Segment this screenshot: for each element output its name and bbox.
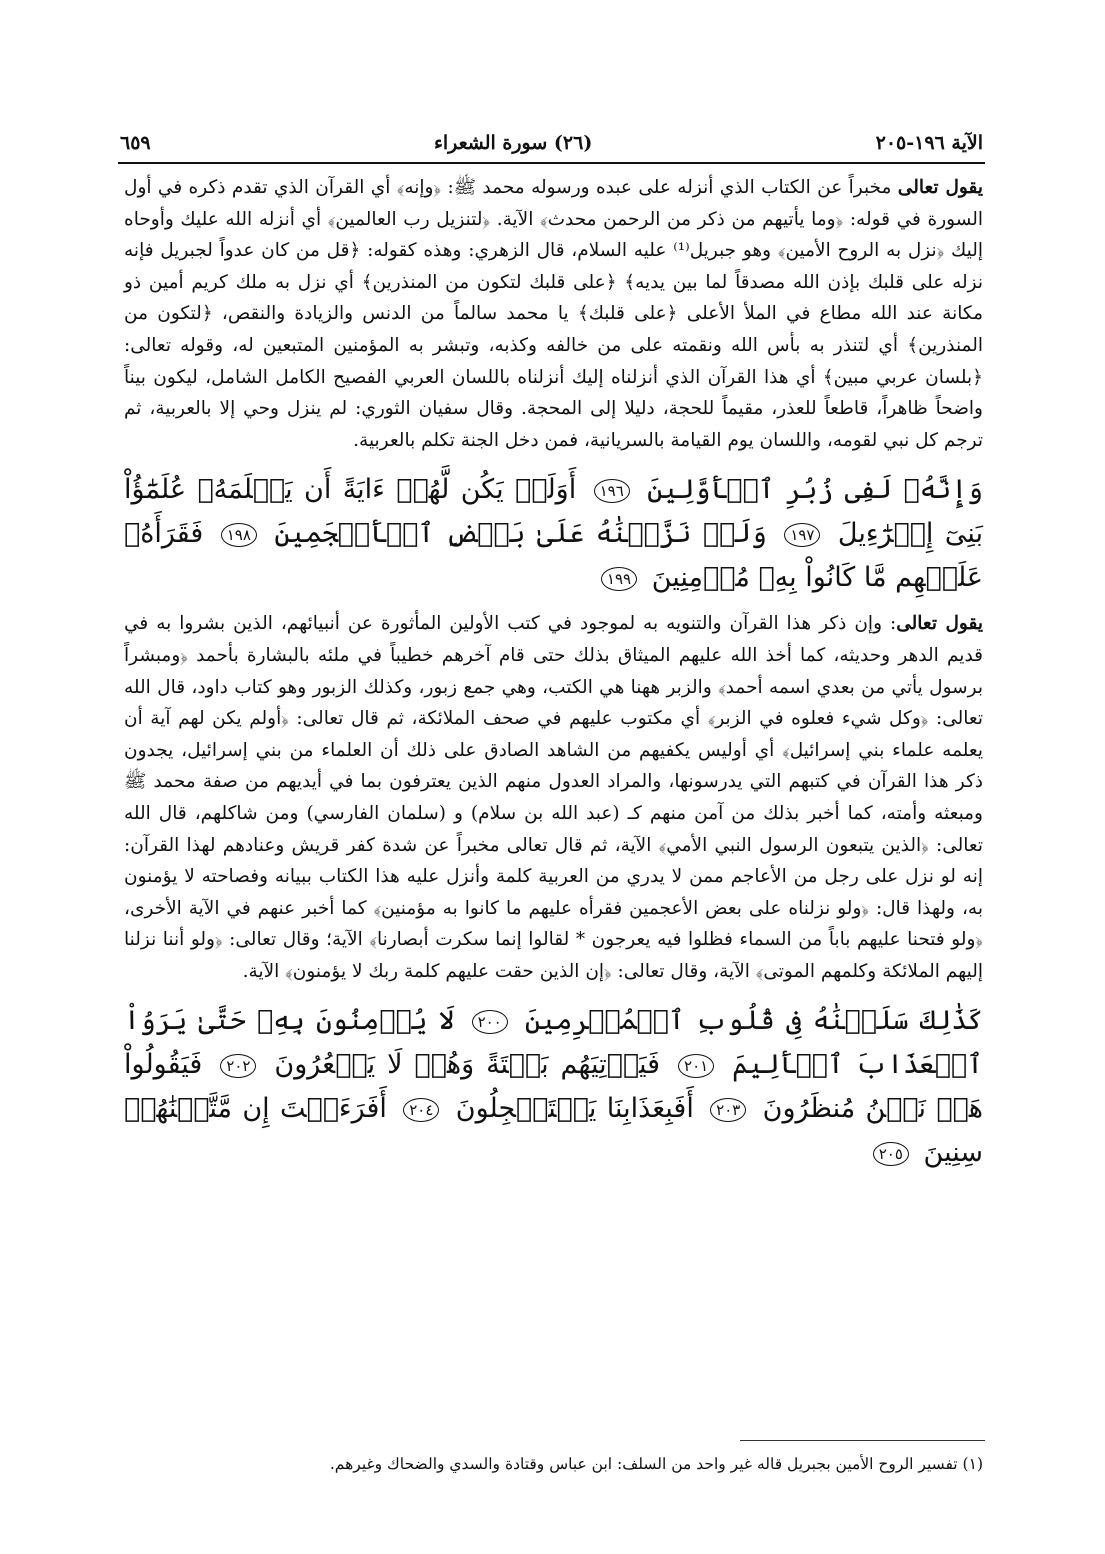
verse-number-marker: ١٩٦: [594, 479, 630, 503]
verse-number-marker: ١٩٩: [601, 567, 637, 591]
surah-title: (٢٦) سورة الشعراء: [433, 132, 593, 154]
verse-range: الآية ١٩٦-٢٠٥: [875, 132, 983, 154]
paragraph-lead: يقول تعالى: [897, 177, 983, 198]
quran-verses-block-1: [124, 468, 983, 600]
verse-number-marker: ٢٠١: [678, 1054, 714, 1078]
verse-text: وَلَوۡ نَزَّلۡنَٰهُ عَلَىٰ بَعۡضِ ٱلۡأَعۡجَمِينَ: [274, 518, 767, 550]
paragraph-text: مخبراً عن الكتاب الذي أنزله على عبده ورسوله محمد ﷺ: ﴿وإنه﴾ أي القرآن الذي تقدم ذكره في أول السورة في قوله: ﴿وما يأتيهم من ذكر من الرحمن محدث﴾ الآية. ﴿لتنزيل رب العالمين﴾ أي أنزله الله عليك وأوحاه إليك ﴿نزل به الروح الأمين﴾ وهو جبريل⁽¹⁾ عليه السلام، قال الزهري: وهذه كقوله: ﴿قل من كان عدواً لجبريل فإنه نزله على قلبك بإذن الله مصدقاً لما بين يديه﴾ ﴿على قلبك لتكون من المنذرين﴾ أي نزل به ملك كريم أمين ذو مكانة عند الله مطاع في الملأ الأعلى ﴿على قلبك﴾ يا محمد سالماً من الدنس والزيادة والنقص، ﴿لتكون من المنذرين﴾ أي لتنذر به بأس الله ونقمته على من خالفه وكذبه، وتبشر به المؤمنين المتبعين له، وقوله تعالى: ﴿بلسان عربي مبين﴾ أي هذا القرآن الذي أنزلناه إليك أنزلناه باللسان العربي الفصيح الكامل الشامل، ليكون بيناً واضحاً ظاهراً، قاطعاً للعذر، مقيماً للحجة، دليلا إلى المحجة. وقال سفيان الثوري: لم ينزل وحي إلا بالعربية، ثم ترجم كل نبي لقومه، واللسان يوم القيامة بالسريانية، فمن دخل الجنة تكلم بالعربية.: [124, 177, 983, 451]
page-body: [124, 172, 983, 1183]
verse-number-marker: ١٩٧: [784, 523, 820, 547]
verse-text: فَيَقُولُواْ هَلۡ نَحۡنُ مُنظَرُونَ: [124, 1049, 983, 1125]
verse-number-marker: ٢٠٣: [710, 1098, 746, 1122]
verse-number-marker: ١٩٨: [221, 523, 257, 547]
paragraph-lead: يقول تعالى: [896, 613, 983, 635]
header-divider: [118, 162, 985, 164]
verse-text: أَفَرَءَيۡتَ إِن مَّتَّعۡنَٰهُمۡ سِنِينَ: [124, 1093, 983, 1169]
footnote-divider: [740, 1440, 985, 1441]
verse-text: فَقَرَأَهُۥ عَلَيۡهِم مَّا كَانُواْ بِهِۦ مُؤۡمِنِينَ: [124, 518, 983, 594]
verse-number-marker: ٢٠٢: [220, 1054, 256, 1078]
commentary-paragraph-1: [124, 172, 983, 456]
verse-number-marker: ٢٠٥: [873, 1142, 909, 1166]
quran-verses-block-2: [124, 999, 983, 1175]
verse-text: لَا يُؤۡمِنُونَ بِهِۦ حَتَّىٰ يَرَوُاْ ٱلۡعَذَابَ ٱلۡأَلِيمَ: [124, 1005, 983, 1081]
paragraph-text: : وإن ذكر هذا القرآن والتنويه به لموجود في كتب الأولين المأثورة عن أنبيائهم، الذين بشروا به في قديم الدهر وحديثه، كما أخذ الله عليهم الميثاق بذلك حتى قام آخرهم خطيباً في ملئه بالبشارة بأحمد ﴿ومبشراً برسول يأتي من بعدي اسمه أحمد﴾ والزبر ههنا هي الكتب، وهي جمع زبور، وكذلك الزبور وهو كتاب داود، قال الله تعالى: ﴿وكل شيء فعلوه في الزبر﴾ أي مكتوب عليهم في صحف الملائكة، ثم قال تعالى: ﴿أولم يكن لهم آية أن يعلمه علماء بني إسرائيل﴾ أي أوليس يكفيهم من الشاهد الصادق على ذلك أن العلماء من بني إسرائيل، يجدون ذكر هذا القرآن في كتبهم التي يدرسونها، والمراد العدول منهم الذين يعترفون بما في أيديهم من صفة محمد ﷺ ومبعثه وأمته، كما أخبر بذلك من آمن منهم كـ (عبد الله بن سلام) و (سلمان الفارسي) ومن شاكلهم، قال الله تعالى: ﴿الذين يتبعون الرسول النبي الأمي﴾ الآية، ثم قال تعالى مخبراً عن شدة كفر قريش وعنادهم لهذا القرآن: إنه لو نزل على رجل من الأعاجم ممن لا يدري من العربية كلمة وأنزل عليه هذا الكتاب ببيانه وفصاحته لا يؤمنون به، ولهذا قال: ﴿ولو نزلناه على بعض الأعجمين فقرأه عليهم ما كانوا به مؤمنين﴾ كما أخبر عنهم في الآية الأخرى، ﴿ولو فتحنا عليهم باباً من السماء فظلوا فيه يعرجون * لقالوا إنما سكرت أبصارنا﴾ الآية؛ وقال تعالى: ﴿ولو أننا نزلنا إليهم الملائكة وكلمهم الموتى﴾ الآية، وقال تعالى: ﴿إن الذين حقت عليهم كلمة ربك لا يؤمنون﴾ الآية.: [124, 613, 983, 982]
page-header: [120, 128, 983, 158]
verse-text: كَذَٰلِكَ سَلَكۡنَٰهُ فِى قُلُوبِ ٱلۡمُجۡرِمِينَ: [524, 1005, 984, 1037]
footnote: (١) تفسير الروح الأمين بجبريل قاله غير واحد من السلف: ابن عباس وقتادة والسدي والضحاك وغيرهم.: [329, 1455, 983, 1473]
page-number: ٦٥٩: [120, 132, 151, 154]
verse-text: أَفَبِعَذَابِنَا يَسۡتَعۡجِلُونَ: [455, 1093, 694, 1125]
verse-number-marker: ٢٠٤: [403, 1098, 439, 1122]
verse-text: وَإِنَّهُۥ لَفِى زُبُرِ ٱلۡأَوَّلِينَ: [647, 474, 983, 506]
commentary-paragraph-2: [124, 608, 983, 987]
verse-text: فَيَأۡتِيَهُم بَغۡتَةً وَهُمۡ لَا يَشۡعُرُونَ: [274, 1049, 661, 1081]
verse-number-marker: ٢٠٠: [472, 1010, 508, 1034]
verse-text: أَوَلَمۡ يَكُن لَّهُمۡ ءَايَةً أَن يَعۡلَمَهُۥ عُلَمَٰٓؤُاْ بَنِىٓ إِسۡرَٰٓءِيلَ: [124, 474, 983, 550]
